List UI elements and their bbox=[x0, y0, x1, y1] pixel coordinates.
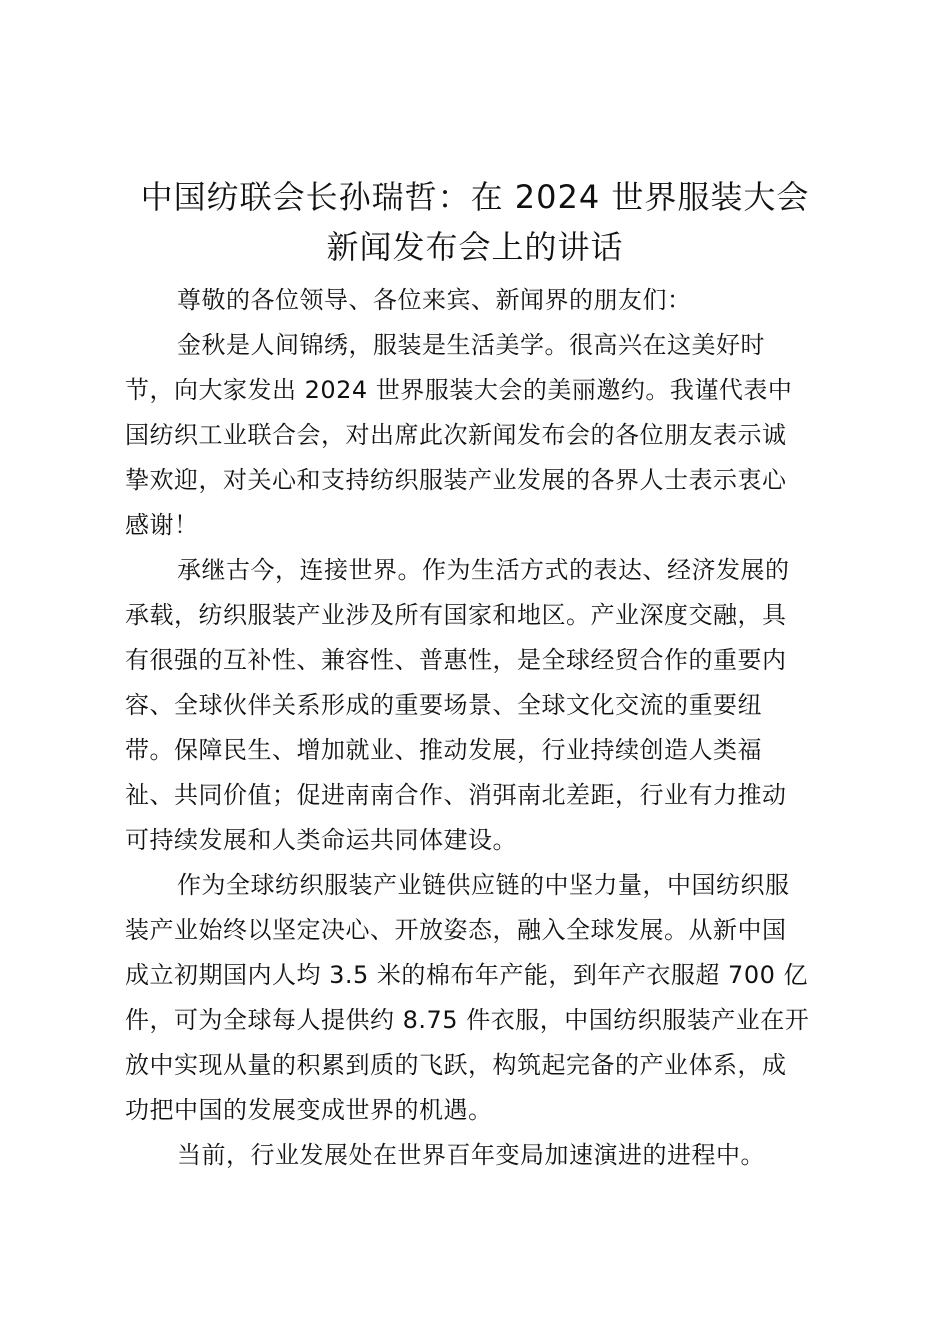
document-title bbox=[100, 172, 850, 272]
paragraph bbox=[125, 863, 835, 1133]
salutation bbox=[125, 278, 835, 323]
paragraph-line: 可持续发展和人类命运共同体建设。 bbox=[125, 826, 517, 854]
paragraph-line: 带。保障民生、增加就业、推动发展，行业持续创造人类福 bbox=[125, 736, 762, 764]
paragraph-line: 放中实现从量的积累到质的飞跃，构筑起完备的产业体系，成 bbox=[125, 1051, 787, 1079]
paragraph-line: 作为全球纺织服装产业链供应链的中坚力量，中国纺织服 bbox=[177, 871, 790, 899]
paragraph-line: 节，向大家发出 2024 世界服装大会的美丽邀约。我谨代表中 bbox=[125, 376, 793, 404]
paragraph-line: 装产业始终以坚定决心、开放姿态，融入全球发展。从新中国 bbox=[125, 916, 787, 944]
paragraph-line: 金秋是人间锦绣，服装是生活美学。很高兴在这美好时 bbox=[177, 331, 765, 359]
paragraph-line: 承载，纺织服装产业涉及所有国家和地区。产业深度交融，具 bbox=[125, 601, 787, 629]
paragraph-line: 有很强的互补性、兼容性、普惠性，是全球经贸合作的重要内 bbox=[125, 646, 787, 674]
paragraph-line: 容、全球伙伴关系形成的重要场景、全球文化交流的重要纽 bbox=[125, 691, 762, 719]
salutation-text: 尊敬的各位领导、各位来宾、新闻界的朋友们： bbox=[177, 286, 692, 314]
paragraph-line: 成立初期国内人均 3.5 米的棉布年产能，到年产衣服超 700 亿 bbox=[125, 961, 808, 989]
paragraph-line: 挚欢迎，对关心和支持纺织服装产业发展的各界人士表示衷心 bbox=[125, 466, 787, 494]
paragraph-line: 国纺织工业联合会，对出席此次新闻发布会的各位朋友表示诚 bbox=[125, 421, 787, 449]
paragraph-line: 感谢！ bbox=[125, 511, 199, 539]
paragraph-line: 件，可为全球每人提供约 8.75 件衣服，中国纺织服装产业在开 bbox=[125, 1006, 810, 1034]
paragraph-line: 当前，行业发展处在世界百年变局加速演进的进程中。 bbox=[177, 1141, 765, 1169]
paragraph bbox=[125, 1133, 835, 1178]
title-line: 中国纺联会长孙瑞哲：在 2024 世界服装大会 bbox=[140, 178, 810, 216]
document-body bbox=[125, 278, 835, 1178]
paragraph-line: 承继古今，连接世界。作为生活方式的表达、经济发展的 bbox=[177, 556, 790, 584]
paragraph bbox=[125, 323, 835, 548]
paragraph-line: 祉、共同价值；促进南南合作、消弭南北差距，行业有力推动 bbox=[125, 781, 787, 809]
paragraph-line: 功把中国的发展变成世界的机遇。 bbox=[125, 1096, 493, 1124]
paragraph bbox=[125, 548, 835, 863]
title-line: 新闻发布会上的讲话 bbox=[326, 228, 624, 266]
